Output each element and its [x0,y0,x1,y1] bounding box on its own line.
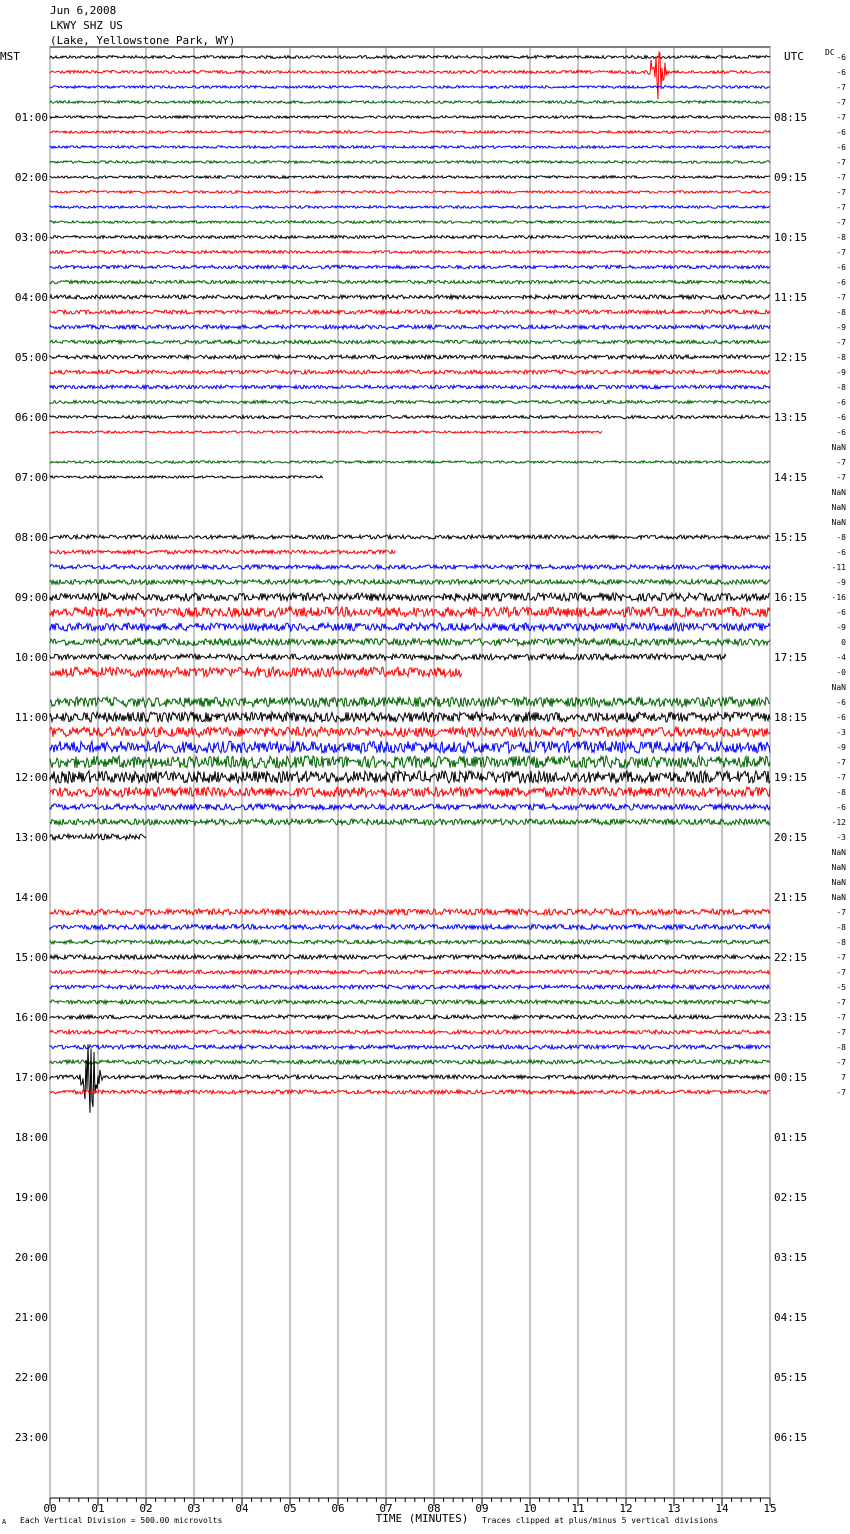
x-tick-label: 12 [619,1502,633,1515]
mst-hour-label: 05:00 [14,351,48,364]
trace-offset-label: -12 [831,818,846,827]
utc-hour-label: 08:15 [774,111,808,124]
seismic-trace [50,667,462,677]
corner-mark: A [2,1518,7,1526]
trace-offset-label: -6 [836,713,846,722]
seismic-trace [50,1000,770,1004]
mst-hour-label: 22:00 [14,1371,48,1384]
mst-hour-label: 07:00 [14,471,48,484]
seismic-trace [50,593,770,601]
trace-offset-label: -7 [836,203,846,212]
seismic-trace [50,1044,770,1113]
seismic-trace [50,819,770,825]
utc-hour-label: 21:15 [774,891,808,904]
seismic-trace [50,355,770,359]
seismic-trace [50,804,770,810]
trace-offset-label: -6 [836,548,846,557]
utc-hour-label: 11:15 [774,291,808,304]
seismic-trace [50,131,770,134]
utc-hour-label: 16:15 [774,591,808,604]
x-tick-label: 06 [331,1502,345,1515]
trace-offset-label: -8 [836,938,846,947]
mst-hour-label: 20:00 [14,1251,48,1264]
seismic-trace [50,206,770,209]
x-tick-label: 02 [139,1502,153,1515]
trace-offset-label: -8 [836,353,846,362]
mst-hour-label: 04:00 [14,291,48,304]
trace-offset-label: NaN [831,893,846,902]
trace-offset-label: -8 [836,1043,846,1052]
utc-hour-label: 12:15 [774,351,808,364]
seismic-trace [50,325,770,329]
mst-hour-label: 10:00 [14,651,48,664]
trace-offset-label: -3 [836,728,846,737]
utc-hour-label: 10:15 [774,231,808,244]
trace-offset-label: -8 [836,383,846,392]
seismic-trace [50,161,770,164]
trace-offset-label: -7 [836,218,846,227]
seismic-trace [50,940,770,944]
trace-offset-label: -7 [836,473,846,482]
x-tick-label: 05 [283,1502,297,1515]
seismic-trace [50,925,770,930]
trace-offset-label: -7 [836,773,846,782]
seismic-trace [50,955,770,959]
trace-offset-label: -7 [836,1028,846,1037]
utc-hour-label: 18:15 [774,711,808,724]
seismic-trace [50,787,770,797]
seismic-trace [50,697,770,707]
plot-date: Jun 6,2008 [50,4,117,17]
x-tick-label: 00 [43,1502,57,1515]
utc-hour-label: 22:15 [774,951,808,964]
utc-hour-label: 20:15 [774,831,808,844]
seismic-trace [50,535,770,539]
mst-hour-label: 13:00 [14,831,48,844]
seismic-trace [50,654,726,660]
trace-offset-label: -7 [836,188,846,197]
dc-label: DC [825,48,835,57]
trace-offset-label: -6 [836,398,846,407]
seismic-trace [50,101,770,104]
mst-hour-label: 21:00 [14,1311,48,1324]
seismic-trace [50,909,770,915]
mst-hour-label: 17:00 [14,1071,48,1084]
trace-offset-label: -16 [831,593,846,602]
trace-offset-label: -6 [836,263,846,272]
trace-offset-label: NaN [831,488,846,497]
seismic-trace [50,639,770,646]
trace-offset-label: -11 [831,563,846,572]
trace-offset-label: -7 [836,113,846,122]
trace-offset-label: NaN [831,863,846,872]
mst-hour-label: 06:00 [14,411,48,424]
x-tick-label: 04 [235,1502,249,1515]
trace-offset-label: -8 [836,233,846,242]
seismic-trace [50,607,770,617]
mst-hour-label: 23:00 [14,1431,48,1444]
x-axis-title: TIME (MINUTES) [375,1512,469,1525]
seismic-trace [50,385,770,389]
trace-offset-label: -9 [836,578,846,587]
utc-hour-label: 02:15 [774,1191,808,1204]
seismic-trace [50,1060,770,1064]
trace-offset-label: -8 [836,533,846,542]
seismic-trace [50,236,770,239]
x-tick-label: 15 [763,1502,777,1515]
trace-offset-label: -8 [836,788,846,797]
trace-offset-label: -8 [836,308,846,317]
trace-offset-label: -0 [836,668,846,677]
seismic-trace [50,550,395,554]
utc-hour-label: 19:15 [774,771,808,784]
mst-hour-label: 11:00 [14,711,48,724]
seismic-trace [50,191,770,194]
trace-offset-label: -4 [836,653,846,662]
trace-offset-label: -8 [836,923,846,932]
seismic-trace [50,431,602,433]
x-tick-label: 13 [667,1502,681,1515]
trace-offset-label: -6 [836,278,846,287]
x-tick-label: 07 [379,1502,393,1515]
trace-offset-label: -6 [836,608,846,617]
seismic-trace [50,580,770,585]
station-name: LKWY SHZ US [50,19,123,32]
utc-hour-label: 14:15 [774,471,808,484]
trace-offset-label: -6 [836,803,846,812]
clip-note: Traces clipped at plus/minus 5 vertical divisions [482,1516,719,1525]
trace-offset-label: -9 [836,368,846,377]
trace-offset-label: -7 [836,173,846,182]
trace-offset-label: -7 [836,998,846,1007]
trace-offset-label: -3 [836,833,846,842]
trace-offset-label: NaN [831,683,846,692]
trace-offset-label: -7 [836,968,846,977]
seismic-trace [50,1090,770,1094]
trace-offset-label: -6 [836,143,846,152]
utc-hour-label: 05:15 [774,1371,808,1384]
trace-offset-label: -6 [836,413,846,422]
seismic-trace [50,970,770,974]
seismic-trace [50,265,770,268]
mst-hour-label: 14:00 [14,891,48,904]
utc-hour-label: 00:15 [774,1071,808,1084]
utc-hour-label: 03:15 [774,1251,808,1264]
seismic-trace [50,86,770,89]
seismic-trace [50,52,770,99]
seismic-trace [50,340,770,344]
trace-offset-label: -6 [836,698,846,707]
seismic-trace [50,295,770,299]
trace-offset-label: -7 [836,1058,846,1067]
scale-note: Each Vertical Division = 500.00 microvolts [20,1516,223,1525]
trace-offset-label: -7 [836,1088,846,1097]
trace-offset-label: -7 [836,908,846,917]
seismic-trace [50,727,770,737]
seismic-trace [50,712,770,722]
seismic-trace [50,771,770,783]
trace-offset-label: -6 [836,428,846,437]
mst-hour-label: 19:00 [14,1191,48,1204]
mst-hour-label: 16:00 [14,1011,48,1024]
trace-offset-label: -7 [836,758,846,767]
x-tick-label: 11 [571,1502,585,1515]
mst-hour-label: 09:00 [14,591,48,604]
seismic-trace [50,1030,770,1034]
mst-hour-label: 15:00 [14,951,48,964]
seismic-trace [50,310,770,314]
seismic-trace [50,221,770,224]
trace-offset-label: NaN [831,443,846,452]
trace-offset-label: -7 [836,458,846,467]
seismic-trace [50,370,770,374]
mst-hour-label: 18:00 [14,1131,48,1144]
trace-offset-label: NaN [831,518,846,527]
mst-hour-label: 08:00 [14,531,48,544]
seismic-trace [50,400,770,403]
trace-offset-label: -6 [836,68,846,77]
seismic-trace [50,476,323,478]
left-timezone-label: MST [0,50,20,63]
x-tick-label: 10 [523,1502,537,1515]
right-timezone-label: UTC [784,50,804,63]
x-tick-label: 14 [715,1502,729,1515]
trace-offset-label: -7 [836,98,846,107]
mst-hour-label: 03:00 [14,231,48,244]
utc-hour-label: 06:15 [774,1431,808,1444]
trace-offset-label: -6 [836,128,846,137]
trace-offset-label: -9 [836,743,846,752]
trace-offset-label: 7 [841,1073,846,1082]
utc-hour-label: 04:15 [774,1311,808,1324]
seismic-trace [50,985,770,989]
utc-hour-label: 01:15 [774,1131,808,1144]
x-tick-label: 01 [91,1502,105,1515]
trace-offset-label: NaN [831,848,846,857]
trace-offset-label: -7 [836,158,846,167]
plot-frame [50,47,770,1498]
seismic-trace [50,756,770,768]
seismic-trace [50,461,770,463]
trace-offset-label: -7 [836,293,846,302]
x-tick-label: 09 [475,1502,489,1515]
trace-offset-label: -5 [836,983,846,992]
trace-offset-label: NaN [831,503,846,512]
utc-hour-label: 23:15 [774,1011,808,1024]
trace-offset-label: -9 [836,323,846,332]
utc-hour-label: 09:15 [774,171,808,184]
trace-offset-label: NaN [831,878,846,887]
seismic-trace [50,56,770,59]
x-tick-label: 08 [427,1502,441,1515]
mst-hour-label: 12:00 [14,771,48,784]
station-location: (Lake, Yellowstone Park, WY) [50,34,236,47]
trace-offset-label: -7 [836,83,846,92]
trace-offset-label: -7 [836,953,846,962]
seismic-trace [50,1015,770,1019]
utc-hour-label: 17:15 [774,651,808,664]
seismic-trace [50,415,770,418]
seismic-trace [50,146,770,149]
trace-offset-label: -7 [836,248,846,257]
seismic-trace [50,623,770,631]
mst-hour-label: 01:00 [14,111,48,124]
mst-hour-label: 02:00 [14,171,48,184]
trace-offset-label: -9 [836,623,846,632]
seismic-trace [50,565,770,569]
seismic-trace [50,1045,770,1049]
seismic-trace [50,176,770,179]
trace-offset-label: -7 [836,338,846,347]
trace-offset-label: -7 [836,1013,846,1022]
seismic-trace [50,741,770,753]
utc-hour-label: 15:15 [774,531,808,544]
x-tick-label: 03 [187,1502,201,1515]
seismic-trace [50,116,770,119]
seismic-trace [50,280,770,283]
utc-hour-label: 13:15 [774,411,808,424]
trace-offset-label: -6 [836,53,846,62]
seismic-trace [50,251,770,254]
trace-offset-label: 0 [841,638,846,647]
